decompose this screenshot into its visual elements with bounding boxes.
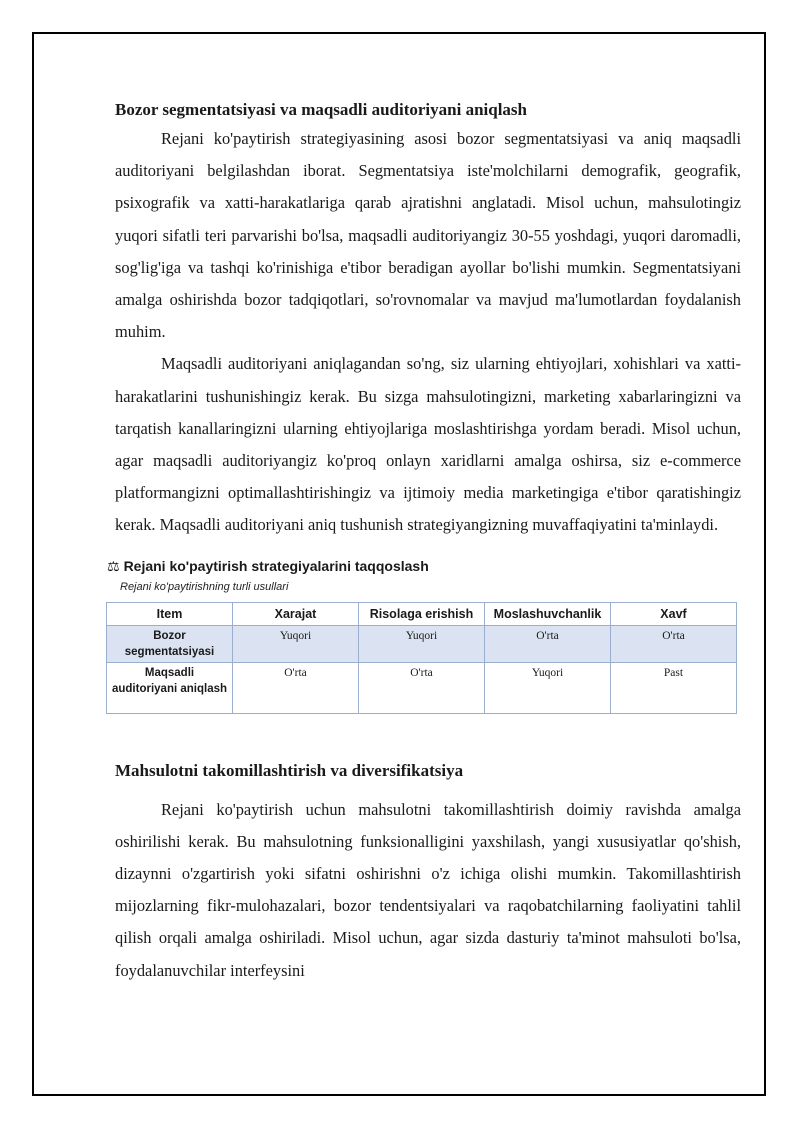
table-cell: Yuqori <box>485 662 611 713</box>
table-caption-text: Rejani ko'paytirish strategiyalarini taqqoslash <box>123 557 429 574</box>
table-cell: O'rta <box>485 625 611 662</box>
table-row <box>107 625 737 662</box>
table-cell: O'rta <box>359 662 485 713</box>
row-header: Bozor segmentatsiyasi <box>107 625 233 662</box>
table-cell: Yuqori <box>359 625 485 662</box>
column-header: Xarajat <box>233 602 359 625</box>
table-cell: Yuqori <box>233 625 359 662</box>
section-heading: Mahsulotni takomillashtirish va diversifikatsiya <box>115 760 464 780</box>
section-heading: Bozor segmentatsiyasi va maqsadli auditoriyani aniqlash <box>115 100 527 119</box>
comparison-table-block <box>107 556 741 714</box>
column-header: Xavf <box>611 602 737 625</box>
column-header: Item <box>107 602 233 625</box>
table-cell: O'rta <box>233 662 359 713</box>
table-row <box>107 662 737 713</box>
scale-icon: ⚖ <box>107 557 120 574</box>
comparison-table <box>106 602 737 714</box>
document-body <box>107 97 741 987</box>
table-header-row <box>107 602 737 625</box>
table-caption <box>107 556 741 576</box>
paragraph: Rejani ko'paytirish strategiyasining asosi bozor segmentatsiyasi va aniq maqsadli auditoriyani belgilashdan iborat. Segmentatsiya iste'molchilarni demografik, geografik, psixografik va xatti-harakatlariga qarab ajratishni anglatadi. Misol uchun, mahsulotingiz yuqori sifatli teri parvarishi bo'lsa, maqsadli auditoriyangiz 30-55 yoshdagi, yuqori daromadli, sog'lig'iga va tashqi ko'rinishiga e'tibor beradigan ayollar bo'lishi mumkin. Segmentatsiyani amalga oshirishda bozor tadqiqotlari, so'rovnomalar va mavjud ma'lumotlardan foydalanish muhim. <box>115 129 741 342</box>
section <box>115 758 741 987</box>
paragraph: Maqsadli auditoriyani aniqlagandan so'ng, siz ularning ehtiyojlari, xohishlari va xatti-harakatlarini tushunishingiz kerak. Bu sizga mahsulotingizni, marketing xabarlaringizni va tarqatish kanallaringizni ularning ehtiyojlariga moslashtirishga yordam beradi. Misol uchun, agar maqsadli auditoriyangiz ko'proq onlayn xaridlarni amalga oshirsa, siz e-commerce platformangizni optimallashtirishingiz va ijtimoiy media marketingiga e'tibor qaratishingiz kerak. Maqsadli auditoriyani aniq tushunish strategiyangizning muvaffaqiyatini ta'minlaydi. <box>115 354 741 535</box>
table-subcaption: Rejani ko'paytirishning turli usullari <box>120 580 289 593</box>
paragraph: Rejani ko'paytirish uchun mahsulotni takomillashtirish doimiy ravishda amalga oshirilishi kerak. Bu mahsulotning funksionalligini yaxshilash, yangi xususiyatlar qo'shish, dizaynni o'zgartirish yoki sifatni oshirishni o'z ichiga olishi mumkin. Takomillashtirish mijozlarning fikr-mulohazalari, bozor tendentsiyalari va raqobatchilarning faoliyatini tahlil qilish orqali amalga oshiriladi. Misol uchun, agar sizda dasturiy ta'minot mahsuloti bo'lsa, foydalanuvchilar interfeysini <box>115 799 741 980</box>
column-header: Risolaga erishish <box>359 602 485 625</box>
column-header: Moslashuvchanlik <box>485 602 611 625</box>
row-header: Maqsadli auditoriyani aniqlash <box>107 662 233 713</box>
table-cell: Past <box>611 662 737 713</box>
table-cell: O'rta <box>611 625 737 662</box>
